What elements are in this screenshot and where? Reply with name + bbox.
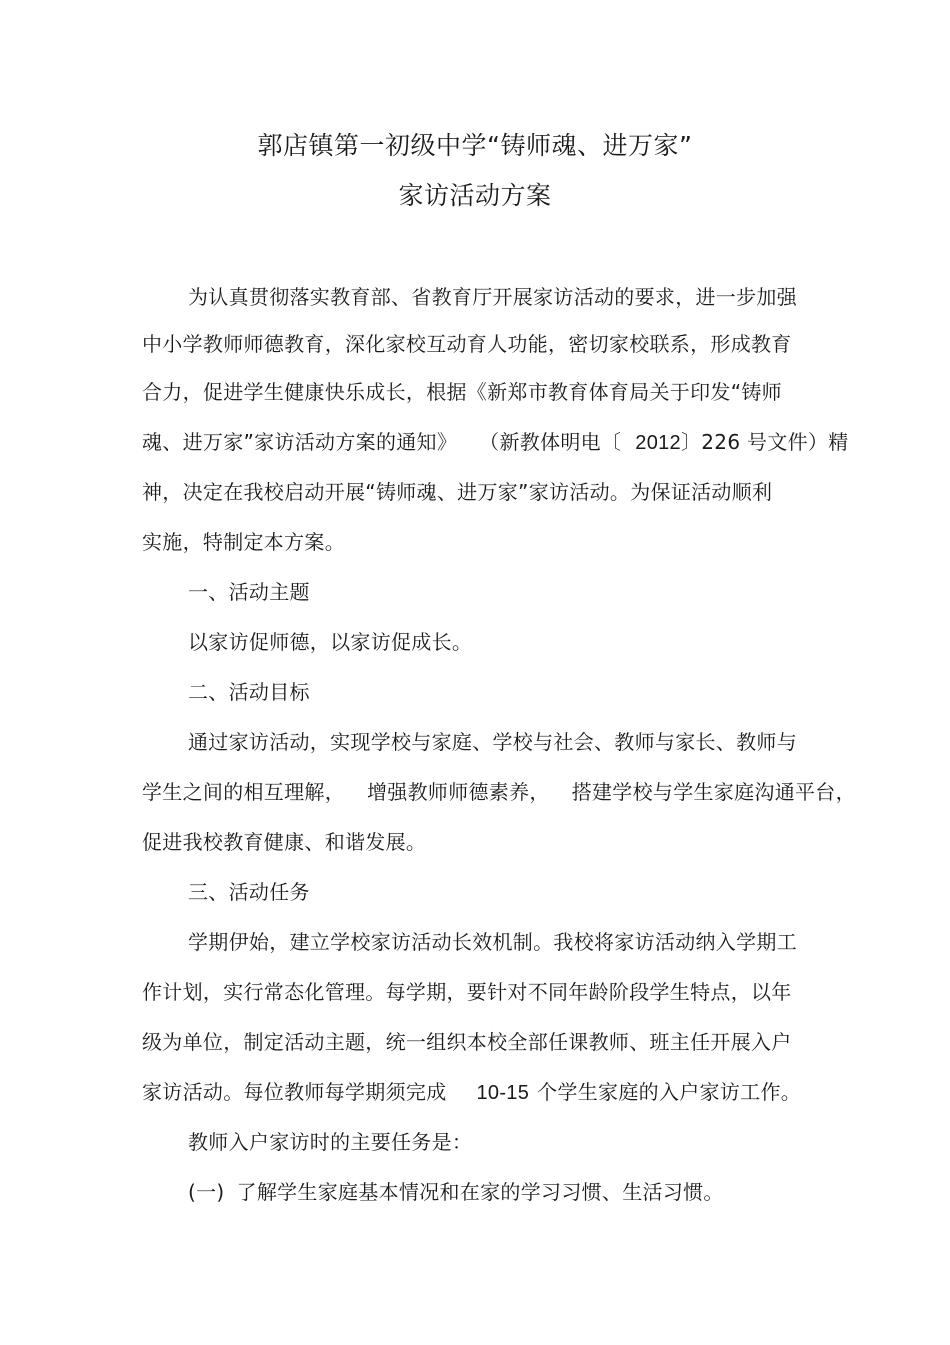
section-3-line-1: 学期伊始，建立学校家访活动长效机制。我校将家访活动纳入学期工 xyxy=(188,930,797,954)
section-3-line-3: 级为单位，制定活动主题，统一组织本校全部任课教师、班主任开展入户 xyxy=(142,1030,792,1054)
intro-line-5: 神，决定在我校启动开展“铸师魂、进万家”家访活动。为保证活动顺利 xyxy=(142,480,773,504)
section-3-line-5: 教师入户家访时的主要任务是： xyxy=(188,1130,473,1154)
intro-line-1: 为认真贯彻落实教育部、省教育厅开展家访活动的要求，进一步加强 xyxy=(188,285,797,309)
intro-line-4-part-b: （新教体明电〔 xyxy=(479,430,622,454)
section-2-line-2 xyxy=(142,778,856,806)
intro-line-4-part-d: 〕226 号文件）精 xyxy=(680,430,849,454)
section-2-line-3: 促进我校教育健康、和谐发展。 xyxy=(142,830,427,854)
section-3-line-2: 作计划，实行常态化管理。每学期，要针对不同年龄阶段学生特点，以年 xyxy=(142,980,792,1004)
intro-line-4 xyxy=(142,428,849,457)
section-3-heading: 三、活动任务 xyxy=(188,880,310,904)
intro-line-4-part-a: 魂、进万家”家访活动方案的通知》 xyxy=(142,430,458,454)
section-3-line-4-part-a: 家访活动。每位教师每学期须完成 xyxy=(142,1080,447,1104)
section-2-line-1: 通过家访活动，实现学校与家庭、学校与社会、教师与家长、教师与 xyxy=(188,730,797,754)
section-1-heading: 一、活动主题 xyxy=(188,580,310,604)
section-3-item-1 xyxy=(188,1178,724,1206)
section-2-line-2-part-a: 学生之间的相互理解， xyxy=(142,780,345,804)
section-2-line-2-part-b: 增强教师师德素养， xyxy=(367,780,550,804)
section-2-heading: 二、活动目标 xyxy=(188,680,310,704)
document-title-line-2: 家访活动方案 xyxy=(398,181,552,210)
intro-line-2: 中小学教师师德教育，深化家校互动育人功能，密切家校联系，形成教育 xyxy=(142,332,792,356)
intro-line-6: 实施，特制定本方案。 xyxy=(142,530,345,554)
section-3-line-4 xyxy=(142,1078,801,1107)
section-1-body: 以家访促师德，以家访促成长。 xyxy=(188,630,473,654)
intro-line-3: 合力，促进学生健康快乐成长，根据《新郑市教育体育局关于印发“铸师 xyxy=(142,380,782,404)
document-title-line-1: 郭店镇第一初级中学“铸师魂、进万家” xyxy=(257,131,693,160)
section-3-item-1-marker: (一) xyxy=(188,1180,225,1204)
intro-line-4-year: 2012 xyxy=(635,432,681,454)
section-2-line-2-part-c: 搭建学校与学生家庭沟通平台， xyxy=(571,780,856,804)
section-3-line-4-count: 10-15 xyxy=(476,1082,530,1104)
section-3-line-4-part-c: 个学生家庭的入户家访工作。 xyxy=(537,1080,802,1104)
section-3-item-1-text: 了解学生家庭基本情况和在家的学习习惯、生活习惯。 xyxy=(236,1180,724,1204)
